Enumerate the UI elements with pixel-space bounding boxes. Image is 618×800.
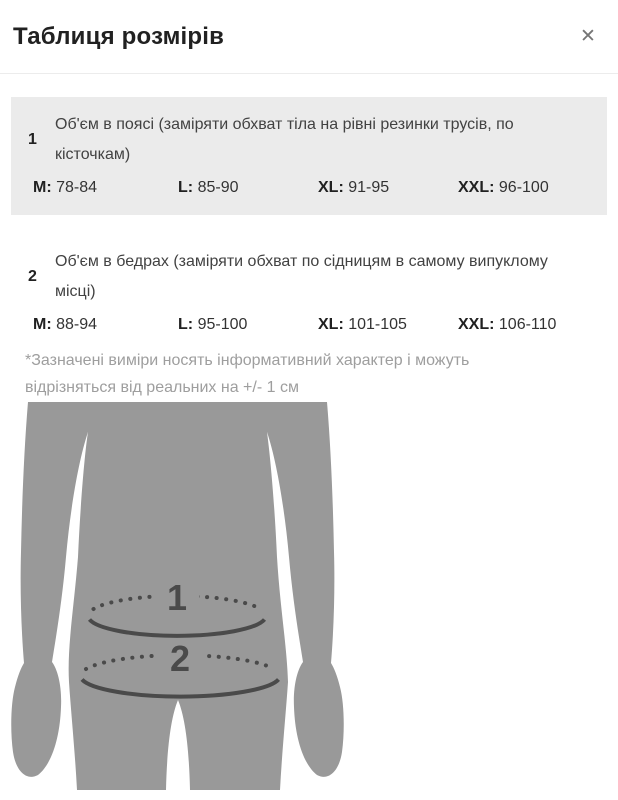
measure-description: Об'єм в бедрах (заміряти обхват по сідницям в самому випуклому місці) [55,253,548,300]
size-cell: M: 88-94 [33,316,98,333]
close-icon[interactable]: ✕ [574,23,602,51]
measure-description: Об'єм в поясі (заміряти обхват тіла на рівні резинки трусів, по кісточкам) [55,116,514,163]
size-cell: XXL: 96-100 [458,179,549,196]
measure-section-hips [11,234,607,352]
size-cell: L: 85-90 [178,179,239,196]
hip-line-number: 2 [169,638,191,679]
sizes-row [28,310,590,340]
size-cell: XL: 91-95 [318,179,390,196]
size-cell: L: 95-100 [178,316,248,333]
modal-title: Таблиця розмірів [13,22,225,50]
size-cell: M: 78-84 [33,179,98,196]
disclaimer-note: *Зазначені виміри носять інформативний характер і можуть відрізняться від реальних на +/- 1 см [25,352,470,396]
sizes-row [28,173,590,203]
body-measurement-figure [0,402,355,792]
measure-number: 1 [28,131,37,148]
measure-desc-row [28,110,590,170]
waist-line-number: 1 [166,577,188,618]
modal-header [0,0,618,74]
measure-section-waist [11,97,607,215]
body-silhouette-svg [0,402,355,792]
size-cell: XXL: 106-110 [458,316,557,333]
size-cell: XL: 101-105 [318,316,407,333]
measure-number: 2 [28,268,37,285]
measure-desc-row [28,247,590,307]
